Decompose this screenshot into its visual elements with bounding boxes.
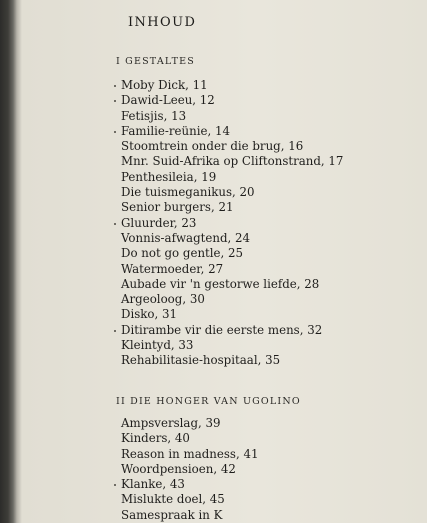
toc-entry-text: Samespraak in K (121, 507, 223, 522)
toc-entry-text: Familie-reünie, 14 (121, 123, 230, 138)
toc-entry-text: Woordpensioen, 42 (121, 461, 236, 476)
toc-entry (121, 508, 259, 523)
toc-entry (121, 292, 343, 307)
toc-entry (121, 185, 343, 200)
toc-entry-text: Fetisjis, 13 (121, 108, 187, 123)
section-title-1: I GESTALTES (116, 56, 195, 67)
toc-entry (121, 477, 259, 492)
toc-entry (121, 492, 259, 507)
pencil-mark-icon (114, 131, 116, 133)
toc-entry (121, 231, 343, 246)
toc-entry-text: Ditirambe vir die eerste mens, 32 (121, 322, 323, 337)
toc-entry (121, 200, 343, 215)
toc-entry (121, 124, 343, 139)
toc-entry-text: Senior burgers, 21 (121, 200, 234, 215)
toc-entry-text: Kinders, 40 (121, 431, 190, 446)
toc-entry-text: Argeoloog, 30 (121, 292, 205, 307)
pencil-mark-icon (114, 100, 116, 102)
toc-entry-text: Klanke, 43 (121, 477, 185, 492)
toc-entry (121, 353, 343, 368)
toc-entry-text: Moby Dick, 11 (121, 78, 208, 92)
section-title-2: II DIE HONGER VAN UGOLINO (116, 396, 301, 407)
toc-entry-text: Rehabilitasie-hospitaal, 35 (121, 353, 281, 368)
toc-entry-text: Do not go gentle, 25 (121, 246, 244, 261)
toc-entry (121, 431, 259, 446)
toc-entry-text: Dawid-Leeu, 12 (121, 93, 215, 108)
toc-entry (121, 462, 259, 477)
toc-entry (121, 170, 343, 185)
toc-entry-text: Watermoeder, 27 (121, 261, 224, 276)
toc-entry-text: Mislukte doel, 45 (121, 492, 225, 507)
pencil-mark-icon (114, 85, 116, 87)
pencil-mark-icon (114, 484, 116, 486)
section-1-entry-list (121, 78, 343, 369)
toc-entry (121, 338, 343, 353)
toc-entry-text: Vonnis-afwagtend, 24 (121, 230, 251, 245)
toc-entry-text: Aubade vir 'n gestorwe liefde, 28 (121, 276, 320, 291)
toc-entry-text: Ampsverslag, 39 (121, 416, 221, 430)
toc-entry (121, 139, 343, 154)
toc-entry (121, 277, 343, 292)
toc-entry (121, 262, 343, 277)
toc-entry (121, 416, 259, 431)
toc-entry (121, 246, 343, 261)
toc-entry (121, 109, 343, 124)
toc-entry (121, 216, 343, 231)
toc-entry-text: Penthesileia, 19 (121, 169, 217, 184)
section-2-entry-list (121, 416, 259, 523)
toc-entry-text: Kleintyd, 33 (121, 338, 194, 353)
toc-entry-text: Die tuismeganikus, 20 (121, 185, 255, 200)
page-heading: INHOUD (128, 15, 197, 30)
toc-entry (121, 78, 343, 93)
toc-entry-text: Reason in madness, 41 (121, 446, 259, 461)
toc-entry (121, 323, 343, 338)
toc-entry (121, 154, 343, 169)
toc-entry-text: Mnr. Suid-Afrika op Cliftonstrand, 17 (121, 154, 344, 169)
toc-entry-text: Disko, 31 (121, 307, 178, 322)
toc-entry (121, 307, 343, 322)
toc-entry-text: Gluurder, 23 (121, 215, 197, 230)
pencil-mark-icon (114, 223, 116, 225)
toc-entry-text: Stoomtrein onder die brug, 16 (121, 139, 304, 154)
toc-entry (121, 93, 343, 108)
toc-entry (121, 447, 259, 462)
pencil-mark-icon (114, 330, 116, 332)
